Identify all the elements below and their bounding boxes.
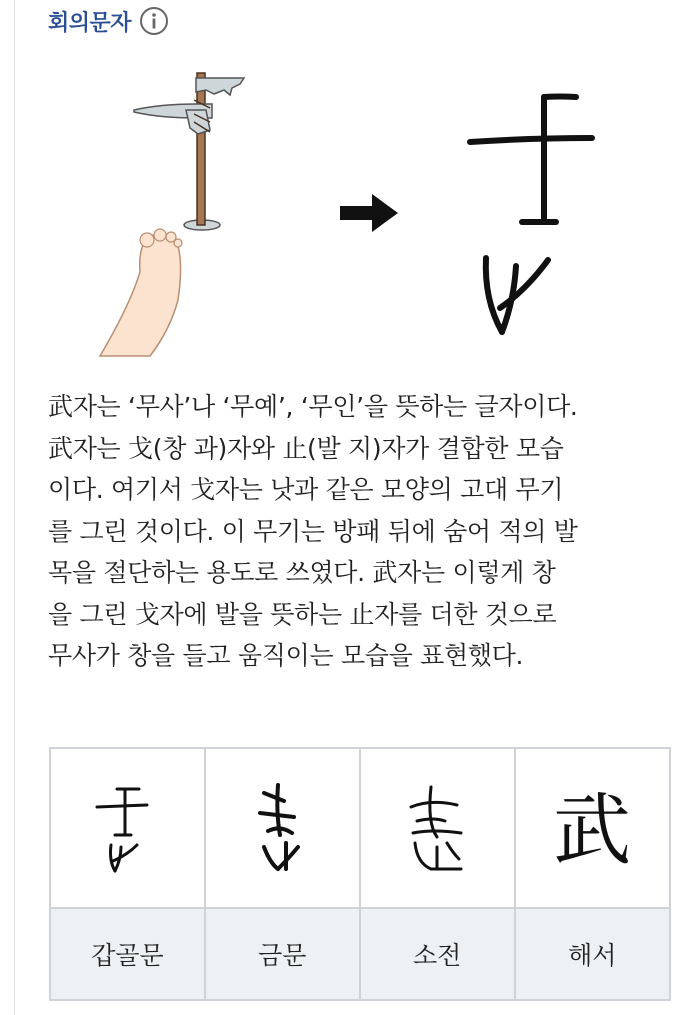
oracle-bone-wu-glyph bbox=[470, 97, 592, 333]
description-line: 武자는 ‘무사’나 ‘무예’, ‘무인’을 뜻하는 글자이다. bbox=[48, 392, 578, 421]
description-line: 목을 절단하는 용도로 쓰였다. 武자는 이렇게 창 bbox=[48, 558, 556, 587]
glyph-cell-seal bbox=[360, 748, 515, 908]
script-label-regular: 해서 bbox=[515, 908, 670, 1000]
script-label-oracle-bone: 갑골문 bbox=[50, 908, 205, 1000]
foot-icon bbox=[100, 229, 182, 356]
regular-script-char: 武 bbox=[553, 786, 632, 876]
arrow-right-icon bbox=[340, 194, 398, 232]
glyph-cell-regular bbox=[515, 748, 670, 908]
script-label-seal: 소전 bbox=[360, 908, 515, 1000]
glyph-cell-oracle-bone bbox=[50, 748, 205, 908]
bronze-script-glyph bbox=[242, 773, 322, 883]
ancient-weapon-ge-icon bbox=[134, 73, 244, 230]
oracle-bone-script-glyph bbox=[87, 773, 167, 883]
description-line: 무사가 창을 들고 움직이는 모습을 표현했다. bbox=[48, 641, 524, 670]
regular-script-glyph bbox=[544, 773, 640, 883]
glyph-row bbox=[50, 748, 670, 908]
seal-script-glyph bbox=[397, 773, 477, 883]
description-line: 이다. 여기서 戈자는 낫과 같은 모양의 고대 무기 bbox=[48, 475, 564, 504]
script-evolution-table bbox=[49, 747, 671, 1001]
description-text bbox=[48, 386, 674, 677]
glyph-cell-bronze bbox=[205, 748, 360, 908]
description-line: 를 그린 것이다. 이 무기는 방패 뒤에 숨어 적의 발 bbox=[48, 516, 578, 546]
label-row bbox=[50, 908, 670, 1000]
description-line: 을 그린 戈자에 발을 뜻하는 止자를 더한 것으로 bbox=[48, 599, 557, 629]
character-origin-illustration bbox=[0, 60, 680, 370]
description-line: 武자는 戈(창 과)자와 止(발 지)자가 결합한 모습 bbox=[48, 433, 564, 463]
section-header bbox=[48, 4, 169, 38]
section-title: 회의문자 bbox=[48, 10, 132, 36]
info-icon[interactable] bbox=[139, 6, 169, 36]
script-label-bronze: 금문 bbox=[205, 908, 360, 1000]
